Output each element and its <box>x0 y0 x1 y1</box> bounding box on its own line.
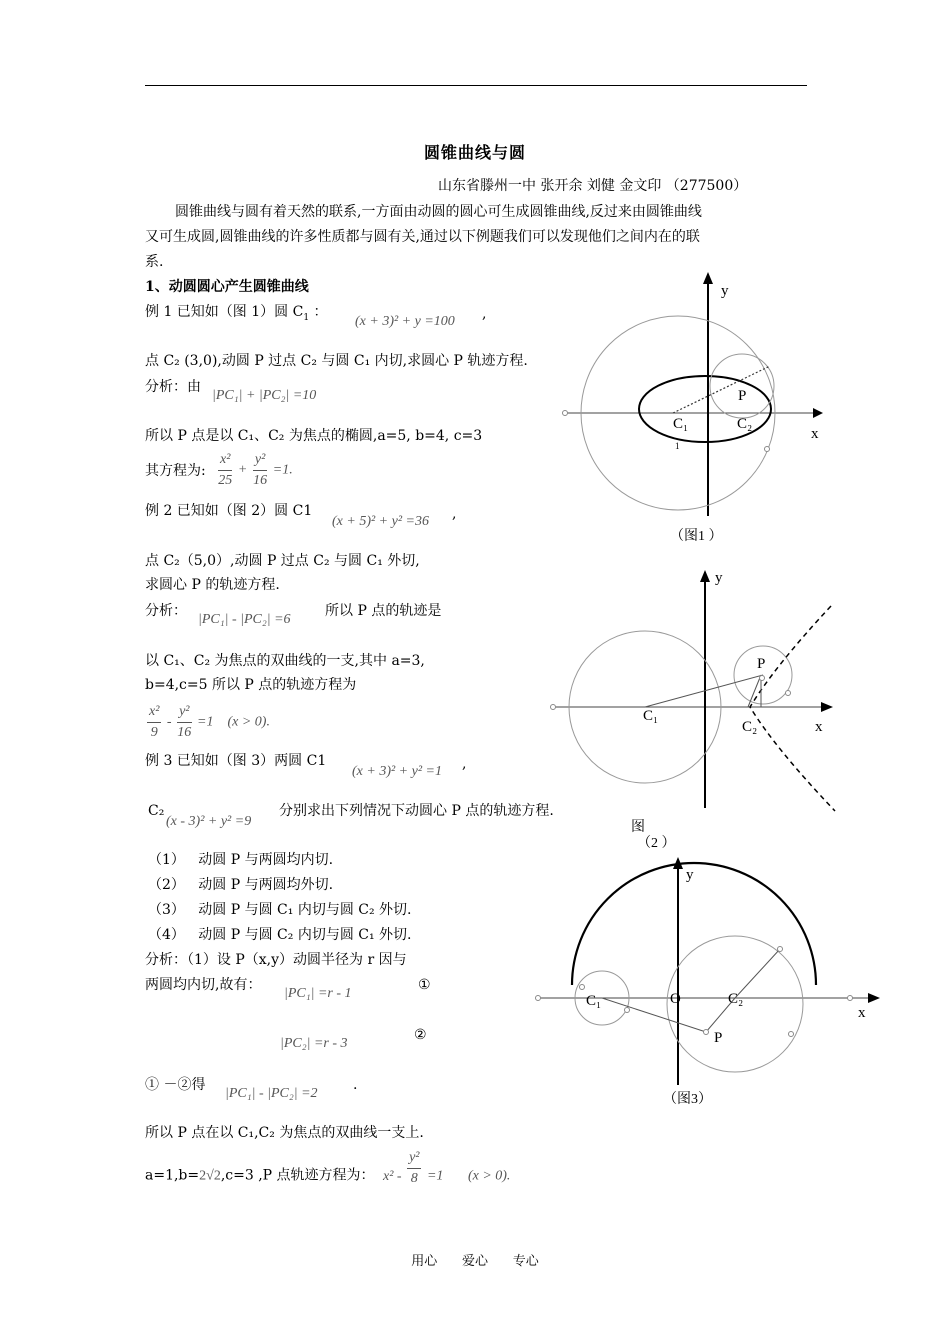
x-arrow-icon <box>813 408 823 418</box>
author-line: 山东省滕州一中 张开余 刘健 金文印 （277500） <box>438 178 748 194</box>
ex3-analysis-1: 分析：（1）设 P（x,y）动圆半径为 r 因与 <box>145 952 407 968</box>
fig3-x-label: x <box>858 1005 866 1021</box>
fig3-origin-label: O <box>670 991 681 1007</box>
ex3-eq1: (x + 3)² + y² =1 <box>352 764 442 779</box>
fig1-caption: （图1 ） <box>670 529 723 544</box>
ex1-analysis-eq: |PC₁| + |PC₂| =10 <box>212 388 317 403</box>
fig3-y-label: y <box>686 867 694 883</box>
intro-line-3: 系. <box>145 254 164 270</box>
ex3-combine: ① －②得 <box>145 1077 206 1093</box>
section-heading: 1、动圆圆心产生圆锥曲线 <box>145 279 309 295</box>
ex2-analysis: 分析： <box>145 603 187 619</box>
header-rule <box>145 85 807 86</box>
ex1-analysis: 分析：由 <box>145 379 201 395</box>
fig2-x-label: x <box>815 719 823 735</box>
ex3-eqB: |PC₂| =r - 3 <box>280 1036 348 1051</box>
fig1-one-label: 1 <box>675 441 680 451</box>
ex2-lead: 例 2 已知如（图 2）圆 C1 <box>145 503 313 519</box>
figure-2 <box>545 566 845 856</box>
comma: , <box>462 756 467 772</box>
ellipse <box>639 376 771 442</box>
ex1-line4: 其方程为: <box>145 463 206 479</box>
page-title: 圆锥曲线与圆 <box>423 143 526 162</box>
x-arrow-icon <box>821 702 833 712</box>
fig1-y-label: y <box>721 283 729 299</box>
list-item: （4） 动圆 P 与圆 C₂ 内切与圆 C₁ 外切. <box>148 927 412 943</box>
ex1-equation: (x + 3)² + y =100 <box>355 314 455 329</box>
intro-line-1: 圆锥曲线与圆有着天然的联系,一方面由动圆的圆心可生成圆锥曲线,反过来由圆锥曲线 <box>175 204 702 220</box>
list-item: （1） 动圆 P 与两圆均内切. <box>148 852 334 868</box>
ex3-final: a=1,b=2√2,c=3 ,P 点轨迹方程为： x² - $\frac{\text{y²}}{8}$ =1 (x > 0). <box>145 1150 511 1186</box>
fig3-c1-label: C₁ <box>586 993 602 1009</box>
ex3-line-hyp: 所以 P 点在以 C₁,C₂ 为焦点的双曲线一支上. <box>145 1125 424 1141</box>
ex3-eq2: (x - 3)² + y² =9 <box>166 814 252 829</box>
ex2-hyperbola-eq: $\frac{\text{x²}}{9}$ - $\frac{\text{y²}}{16}$ =1 (x > 0). <box>149 704 270 740</box>
ex1-ellipse-eq: $\frac{\text{x²}}{25}$ + $\frac{\text{y²}}{16}$ =1. <box>218 452 293 488</box>
ex3-analysis-2: 两圆均内切,故有： <box>145 977 262 993</box>
ex3-markA: ① <box>418 977 431 993</box>
comma: , <box>452 506 457 522</box>
list-item: （3） 动圆 P 与圆 C₁ 内切与圆 C₂ 外切. <box>148 902 412 918</box>
page-footer: 用心 爱心 专心 <box>411 1254 539 1269</box>
ex2-line3: 求圆心 P 的轨迹方程. <box>145 577 280 593</box>
list-item: （2） 动圆 P 与两圆均外切. <box>148 877 334 893</box>
ex1-line3: 所以 P 点是以 C₁、C₂ 为焦点的椭圆,a=5, b=4, c=3 <box>145 428 483 444</box>
fig3-p-label: P <box>714 1030 723 1046</box>
ex1-line2: 点 C₂ (3,0),动圆 P 过点 C₂ 与圆 C₁ 内切,求圆心 P 轨迹方程. <box>145 353 528 369</box>
figure-3 <box>530 857 895 1112</box>
x-arrow-icon <box>868 993 880 1003</box>
fig1-c1-label: C₁ <box>673 416 689 432</box>
fig1-x-label: x <box>811 426 819 442</box>
ex3-c2: C₂ <box>148 803 165 819</box>
figure-1 <box>555 268 840 553</box>
fig1-p-label: P <box>738 388 747 404</box>
fig3-c2-label: C₂ <box>728 991 744 1007</box>
fig2-c1-label: C₁ <box>643 708 659 724</box>
ex1-lead: 例 1 已知如（图 1）圆 $C_1$ ： <box>145 304 328 323</box>
ex2-line2: 点 C₂（5,0）,动圆 P 过点 C₂ 与圆 C₁ 外切, <box>145 553 420 569</box>
fig2-p-label: P <box>757 656 766 672</box>
ex3-eqA: |PC₁| =r - 1 <box>284 986 352 1001</box>
ex3-combine-eq: |PC₁| - |PC₂| =2 <box>225 1086 318 1101</box>
ex2-analysis-eq: |PC₁| - |PC₂| =6 <box>198 612 291 627</box>
ex3-markB: ② <box>414 1027 427 1043</box>
arc <box>572 863 816 985</box>
y-arrow-icon <box>700 570 710 582</box>
fig2-y-label: y <box>715 570 723 586</box>
fig2-c2-label: C₂ <box>742 719 758 735</box>
ex2-equation: (x + 5)² + y² =36 <box>332 514 429 529</box>
y-arrow-icon <box>703 272 713 284</box>
fig2-caption-1: 图 <box>631 820 645 835</box>
ex3-tail: 分别求出下列情况下动圆心 P 点的轨迹方程. <box>279 803 554 819</box>
ex2-line5: b=4,c=5 所以 P 点的轨迹方程为 <box>145 677 357 693</box>
period: . <box>353 1077 358 1093</box>
fig3-caption: （图3） <box>663 1092 712 1107</box>
comma: , <box>482 306 487 322</box>
circle-p <box>710 354 774 418</box>
fig1-c2-label: C₂ <box>737 416 753 432</box>
ex2-line4: 以 C₁、C₂ 为焦点的双曲线的一支,其中 a=3, <box>145 653 425 669</box>
fig2-caption-2: （2 ） <box>637 836 676 851</box>
intro-line-2: 又可生成圆,圆锥曲线的许多性质都与圆有关,通过以下例题我们可以发现他们之间内在的联 <box>145 229 700 245</box>
ex2-analysis-tail: 所以 P 点的轨迹是 <box>325 603 442 619</box>
ex3-lead: 例 3 已知如（图 3）两圆 C1 <box>145 753 327 769</box>
